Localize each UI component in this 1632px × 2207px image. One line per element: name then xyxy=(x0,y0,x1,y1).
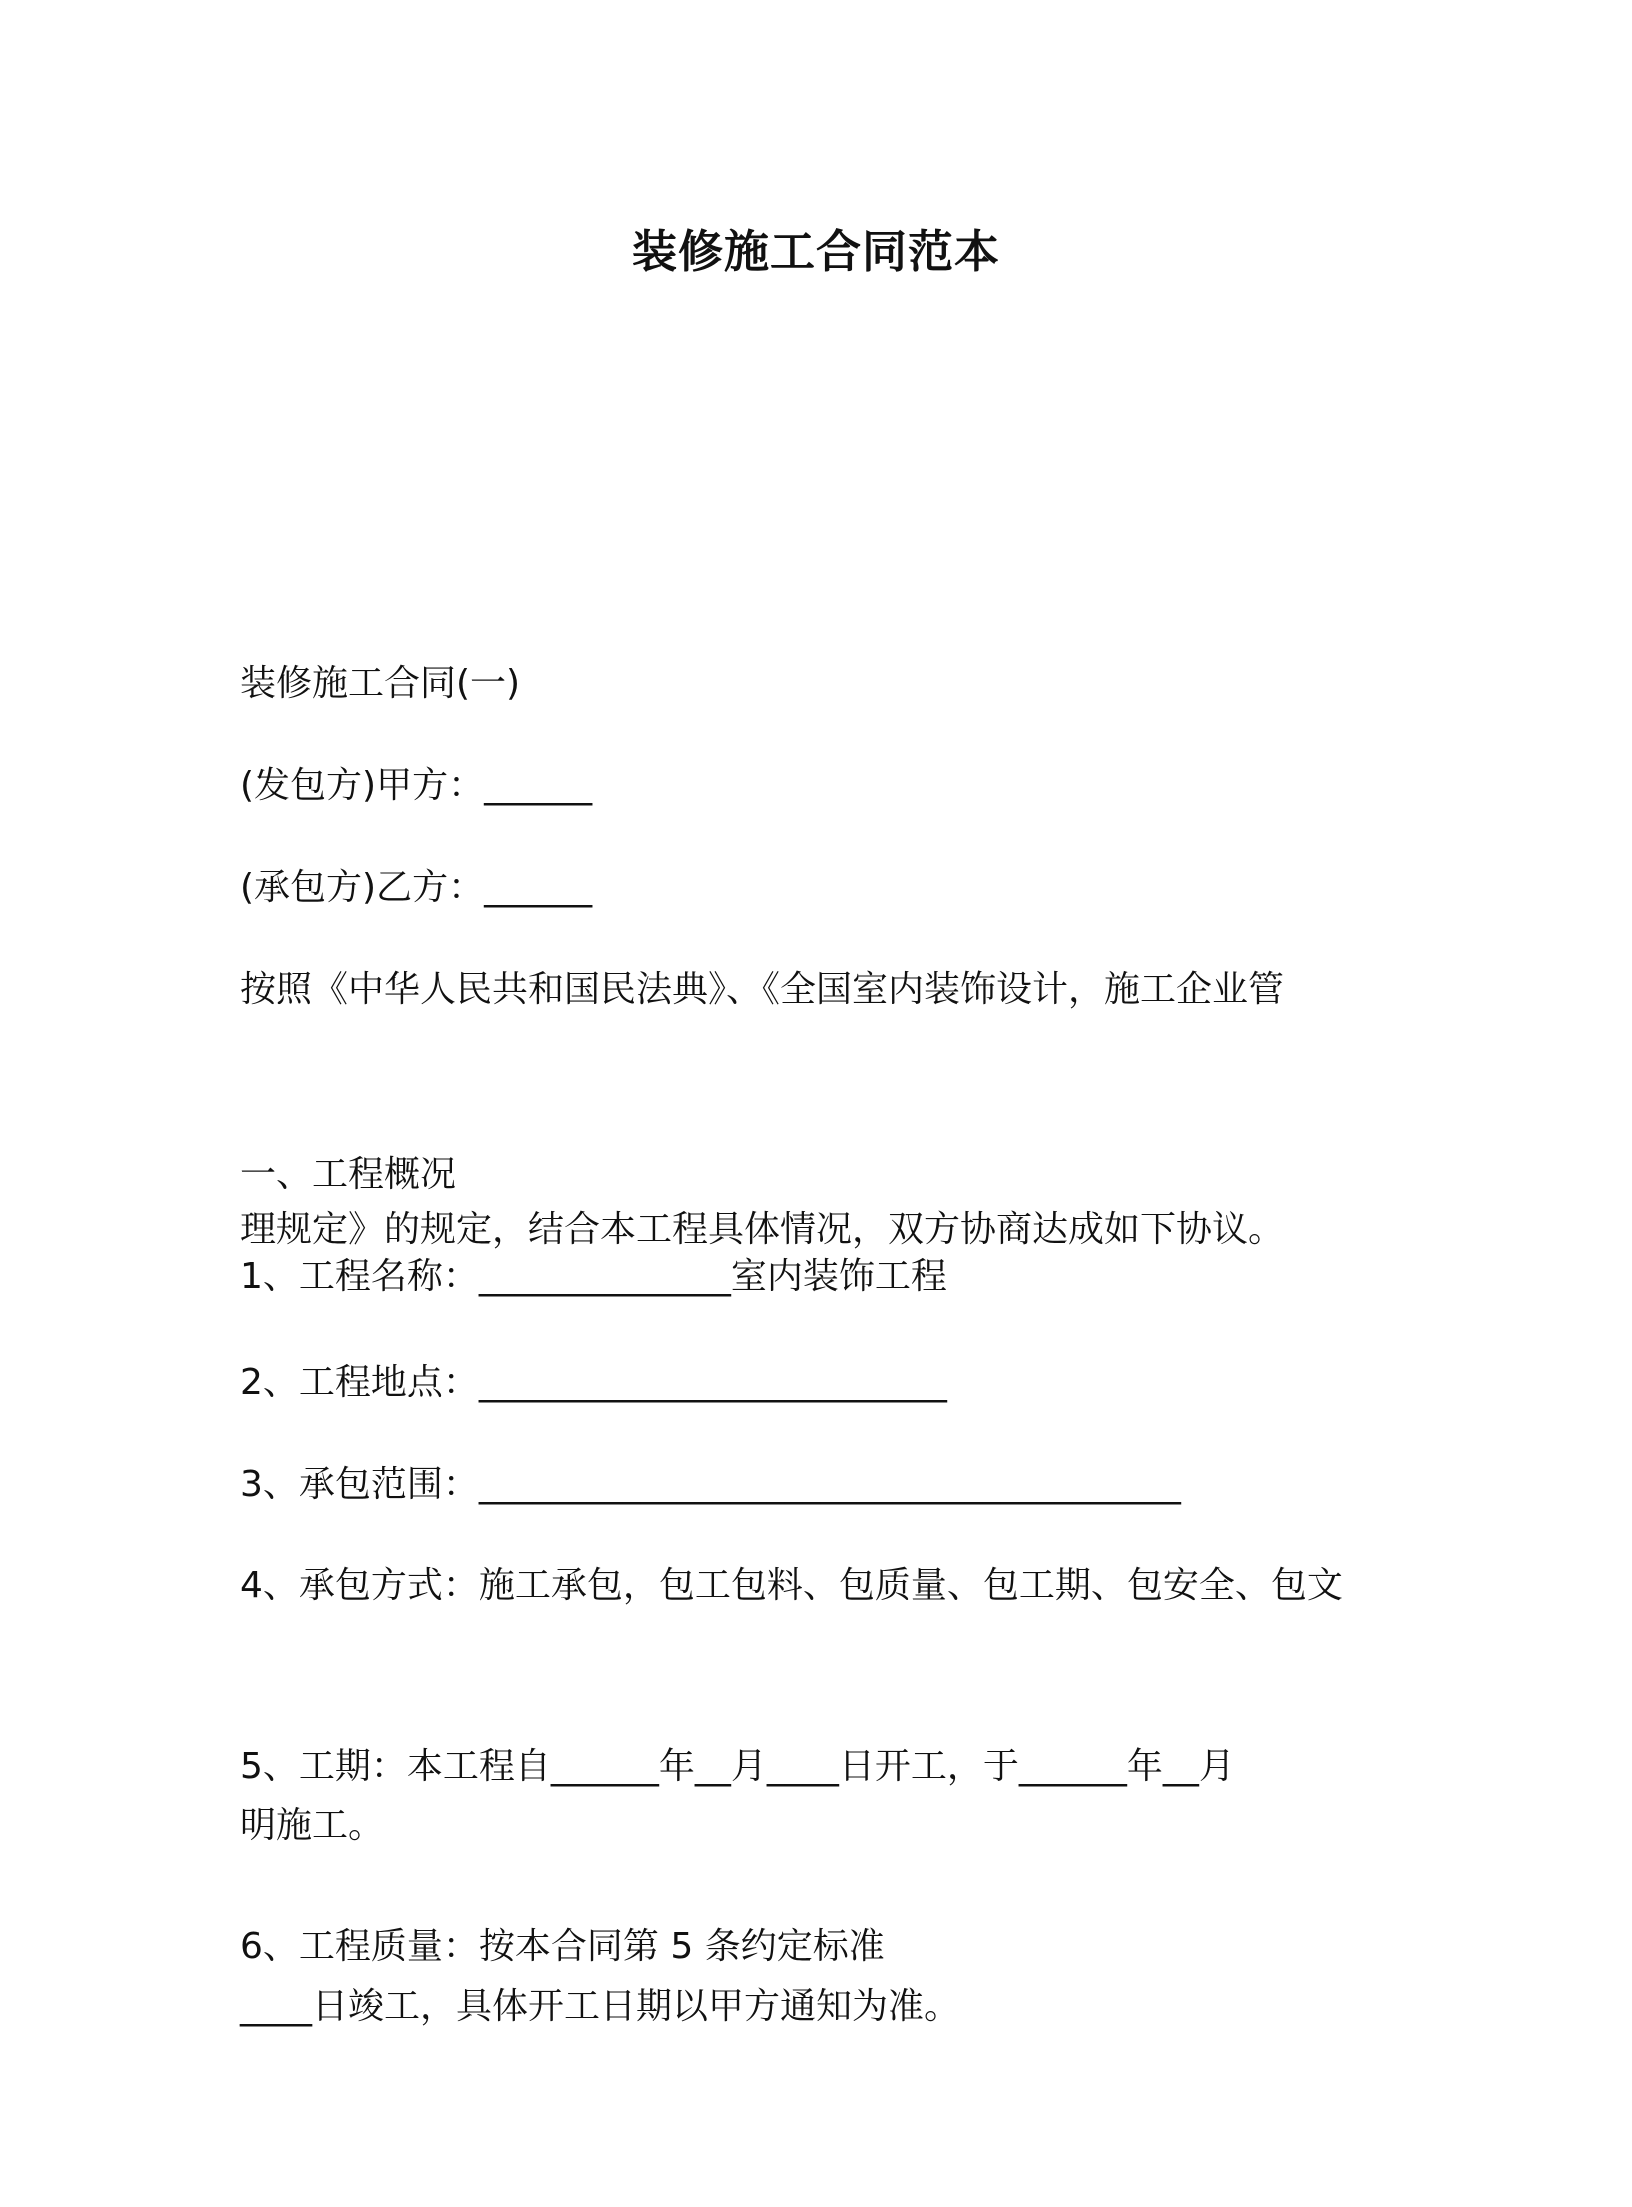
item-5-line-1: 5、工期：本工程自______年__月____日开工，于______年__月 xyxy=(240,1746,1235,1787)
item-4-line-1: 4、承包方式：施工承包，包工包料、包质量、包工期、包安全、包文 xyxy=(240,1565,1343,1606)
document-title: 装修施工合同范本 xyxy=(631,225,1000,278)
item-2-text: 2、工程地点：__________________________ xyxy=(240,1362,947,1403)
item-6-project-quality xyxy=(240,1747,1410,2147)
item-5-line-2: ____日竣工，具体开工日期以甲方通知为准。 xyxy=(240,1986,961,2027)
party-b-text: (承包方)乙方：______ xyxy=(240,867,593,908)
item-6-text: 6、工程质量：按本合同第 5 条约定标准 xyxy=(240,1926,885,1967)
preamble-line-2: 理规定》的规定，结合本工程具体情况，双方协商达成如下协议。 xyxy=(240,1209,1285,1250)
party-a-text: (发包方)甲方：______ xyxy=(240,765,593,806)
item-3-text: 3、承包范围：_______________________________________ xyxy=(240,1464,1181,1505)
item-4-line-2: 明施工。 xyxy=(240,1805,385,1846)
subtitle-line: 装修施工合同(一) xyxy=(240,663,521,704)
preamble-line-1: 按照《中华人民共和国民法典》、《全国室内装饰设计，施工企业管 xyxy=(240,969,1285,1010)
section-1-heading-text: 一、工程概况 xyxy=(240,1154,457,1195)
item-1-text: 1、工程名称：______________室内装饰工程 xyxy=(240,1256,947,1297)
